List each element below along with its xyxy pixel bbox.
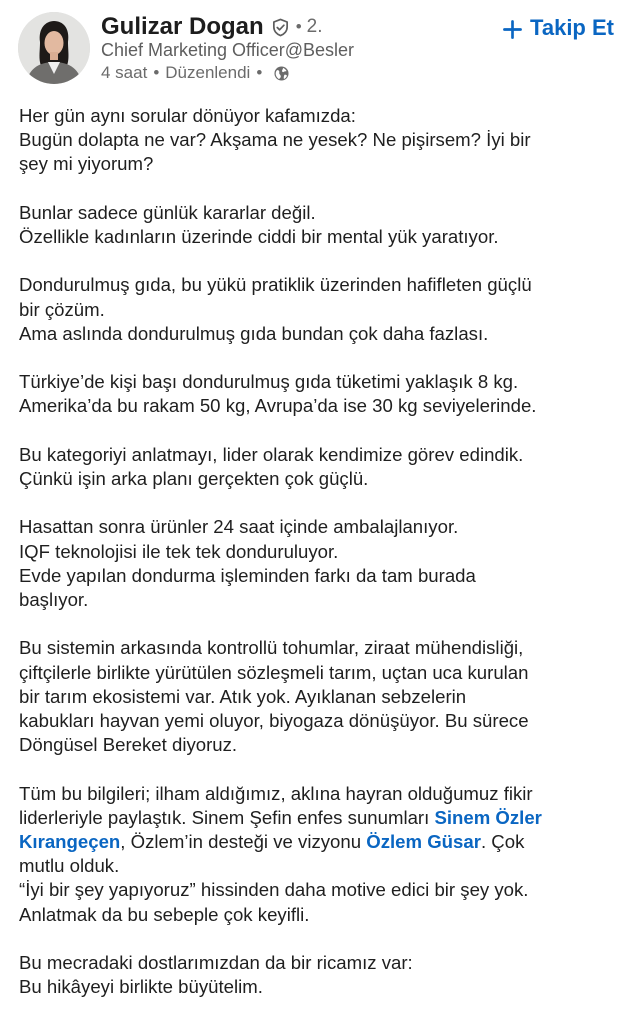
post-line: Bunlar sadece günlük kararlar değil. <box>19 201 316 223</box>
post-line: şey mi yiyorum? <box>19 153 154 175</box>
post-line: bir çözüm. <box>19 298 105 320</box>
edited-label: Düzenlendi <box>165 63 251 82</box>
author-name[interactable]: Gulizar Dogan <box>101 13 264 40</box>
plus-icon <box>503 19 522 38</box>
post-line: Özellikle kadınların üzerinde ciddi bir mental yük yaratıyor. <box>19 226 499 247</box>
post-paragraph <box>19 273 627 346</box>
post-line: kabukları hayvan yemi oluyor, biyogaza dönüşüyor. Bu sürece <box>19 709 529 731</box>
post-line: IQF teknolojisi ile tek tek donduruluyor. <box>19 540 339 562</box>
post-line: Bu hikâyeyi birlikte büyütelim. <box>19 976 263 998</box>
post-line-with-mention <box>19 806 627 830</box>
post-line: Türkiye’de kişi başı dondurulmuş gıda tüketimi yaklaşık 8 kg. <box>19 371 519 393</box>
post-line: başlıyor. <box>19 588 89 610</box>
post-line: Ama aslında dondurulmuş gıda bundan çok daha fazlası. <box>19 322 489 344</box>
post-paragraph <box>19 104 627 177</box>
post-paragraph <box>19 636 627 757</box>
post-line: Tüm bu bilgileri; ilham aldığımız, aklına hayran olduğumuz fikir <box>19 782 533 804</box>
mention-sinem-ozler[interactable]: Sinem Özler <box>434 806 542 828</box>
post-line: mutlu olduk. <box>19 855 120 877</box>
post-text-segment: , Özlem’in desteği ve vizyonu <box>120 830 367 852</box>
post-text-segment: liderleriyle paylaştık. Sinem Şefin enfes sunumları <box>19 806 435 828</box>
verified-shield-icon <box>271 18 290 37</box>
post-line: bir tarım ekosistemi var. Atık yok. Ayıklanan sebzelerin <box>19 685 467 707</box>
post-line: Bu kategoriyi anlatmayı, lider olarak kendimize görev edindik. <box>19 443 524 465</box>
post-line: Bu sistemin arkasında kontrollü tohumlar, ziraat mühendisliği, <box>19 637 524 659</box>
connection-degree: 2. <box>306 16 323 37</box>
post-paragraph <box>19 515 627 612</box>
post-text <box>19 104 627 1024</box>
separator-dot: • <box>256 63 263 82</box>
post-line: Amerika’da bu rakam 50 kg, Avrupa’da ise 30 kg seviyelerinde. <box>19 395 537 417</box>
post-paragraph <box>19 201 627 249</box>
post-time: 4 saat <box>101 63 148 82</box>
author-headline: Chief Marketing Officer@Besler <box>101 40 355 60</box>
post-line: Döngüsel Bereket diyoruz. <box>19 734 238 756</box>
post-paragraph <box>19 443 627 491</box>
post-line-with-mention <box>19 830 627 854</box>
post-text-segment: . Çok <box>480 830 525 852</box>
post-paragraph <box>19 782 627 927</box>
post-line: Hasattan sonra ürünler 24 saat içinde ambalajlanıyor. <box>19 516 459 538</box>
post-line: Çünkü işin arka planı gerçekten çok güçlü. <box>19 467 369 489</box>
post-header <box>0 0 638 92</box>
avatar[interactable] <box>18 12 90 84</box>
post-line: Evde yapılan dondurma işleminden farkı da tam burada <box>19 564 476 586</box>
post-line: “İyi bir şey yapıyoruz” hissinden daha motive edici bir şey yok. <box>19 879 529 901</box>
post-line: Dondurulmuş gıda, bu yükü pratiklik üzerinden hafifleten güçlü <box>19 274 532 296</box>
globe-icon <box>274 66 289 81</box>
post-line: Anlatmak da bu sebeple çok keyifli. <box>19 903 310 925</box>
avatar-image <box>18 12 90 84</box>
mention-kirangecen[interactable]: Kırangeçen <box>19 830 121 852</box>
post-paragraph <box>19 370 627 418</box>
post-meta <box>101 62 289 84</box>
separator-dot: • <box>295 17 302 36</box>
name-row <box>101 12 323 42</box>
post-line: Her gün aynı sorular dönüyor kafamızda: <box>19 105 356 126</box>
post-line: çiftçilerle birlikte yürütülen sözleşmeli tarım, uçtan uca kurulan <box>19 661 529 683</box>
follow-button[interactable] <box>503 13 614 43</box>
mention-ozlem-gusar[interactable]: Özlem Güsar <box>366 830 481 852</box>
post-line: Bu mecradaki dostlarımızdan da bir ricamız var: <box>19 951 413 973</box>
post-paragraph <box>19 951 627 999</box>
follow-label: Takip Et <box>530 15 614 40</box>
separator-dot: • <box>153 63 160 82</box>
post-line: Bugün dolapta ne var? Akşama ne yesek? Ne pişirsem? İyi bir <box>19 129 531 151</box>
